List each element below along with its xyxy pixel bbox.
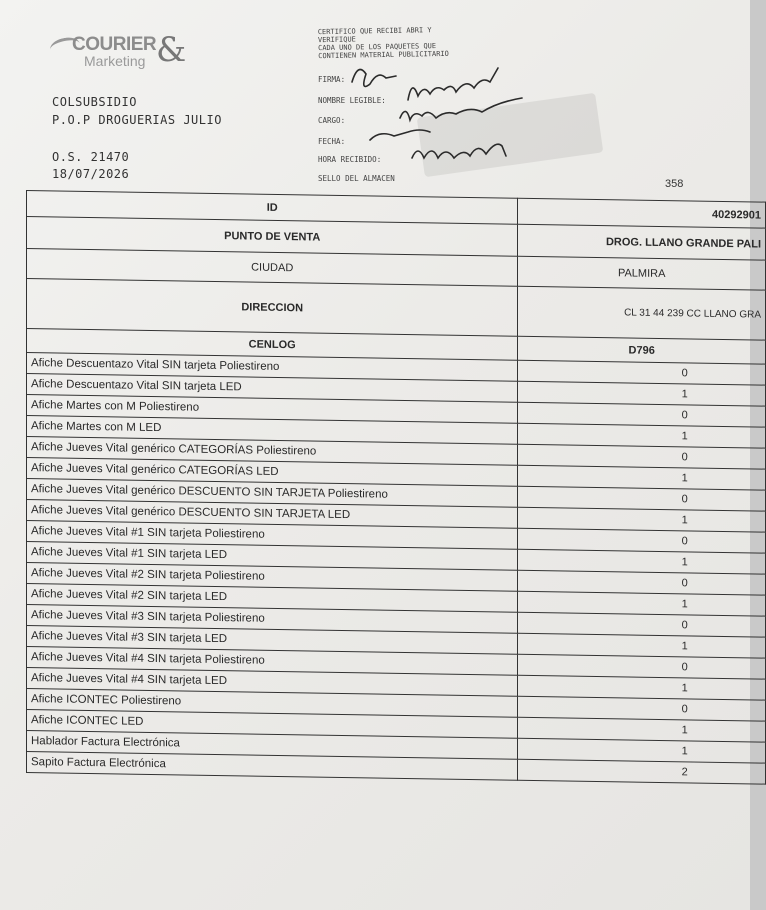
item-name: Afiche Descuentazo Vital SIN tarjeta Poliestireno <box>27 353 518 382</box>
item-name: Hablador Factura Electrónica <box>27 731 518 760</box>
item-quantity: 0 <box>518 402 766 427</box>
item-quantity: 1 <box>518 633 766 658</box>
item-quantity: 1 <box>518 465 766 490</box>
certificate-line: VERIFIQUE <box>317 35 356 45</box>
firma-label: FIRMA: <box>318 75 346 84</box>
client-program: P.O.P DROGUERIAS JULIO <box>52 113 222 127</box>
item-quantity: 0 <box>518 528 766 553</box>
items-body <box>27 353 766 785</box>
item-name: Afiche Jueves Vital #3 SIN tarjeta Poliestireno <box>27 605 518 634</box>
fecha-label: FECHA: <box>318 137 346 146</box>
item-name: Afiche Jueves Vital #2 SIN tarjeta LED <box>27 584 518 613</box>
client-name: COLSUBSIDIO <box>52 95 137 109</box>
certificate-line: CERTIFICO QUE RECIBI ABRI Y <box>317 26 432 37</box>
cargo-label: CARGO: <box>318 116 346 125</box>
item-name: Afiche Jueves Vital #3 SIN tarjeta LED <box>27 626 518 655</box>
logo-marketing-text: Marketing <box>84 53 146 69</box>
order-date: 18/07/2026 <box>52 167 130 181</box>
field-label: CIUDAD <box>27 249 518 287</box>
field-label: PUNTO DE VENTA <box>27 217 518 257</box>
item-name: Afiche Jueves Vital #2 SIN tarjeta Poliestireno <box>27 563 518 592</box>
item-name: Afiche Jueves Vital genérico DESCUENTO SIN TARJETA LED <box>27 500 518 529</box>
item-quantity: 1 <box>518 675 766 700</box>
item-quantity: 1 <box>518 549 766 574</box>
item-quantity: 0 <box>518 696 766 721</box>
field-value: PALMIRA <box>518 256 766 290</box>
sequence-number: 358 <box>665 178 684 190</box>
logo-courier-text: COURIER <box>72 34 157 55</box>
item-quantity: 1 <box>518 381 766 406</box>
sello-label: SELLO DEL ALMACEN <box>318 174 395 183</box>
field-value: DROG. LLANO GRANDE PALI <box>518 224 766 260</box>
field-label: CENLOG <box>27 329 518 361</box>
item-quantity: 1 <box>518 423 766 448</box>
company-logo <box>50 30 190 74</box>
item-quantity: 0 <box>518 612 766 637</box>
item-quantity: 1 <box>518 717 766 742</box>
item-quantity: 0 <box>518 444 766 469</box>
item-quantity: 0 <box>518 360 766 385</box>
item-name: Afiche ICONTEC Poliestireno <box>27 689 518 718</box>
store-stamp <box>417 93 604 177</box>
item-name: Afiche Jueves Vital #4 SIN tarjeta LED <box>27 668 518 697</box>
item-quantity: 0 <box>518 654 766 679</box>
logo-ampersand: & <box>156 30 187 70</box>
item-quantity: 0 <box>518 486 766 511</box>
certificate-text <box>318 26 449 60</box>
item-name: Sapito Factura Electrónica <box>27 752 518 781</box>
item-name: Afiche Jueves Vital #4 SIN tarjeta Poliestireno <box>27 647 518 676</box>
item-name: Afiche Jueves Vital #1 SIN tarjeta LED <box>27 542 518 571</box>
item-name: Afiche Descuentazo Vital SIN tarjeta LED <box>27 374 518 403</box>
nombre-label: NOMBRE LEGIBLE: <box>318 96 386 105</box>
certificate-line: CONTIENEN MATERIAL PUBLICITARIO <box>318 49 449 61</box>
hora-label: HORA RECIBIDO: <box>318 155 382 164</box>
field-value: D796 <box>518 336 766 364</box>
item-quantity: 0 <box>518 570 766 595</box>
item-quantity: 1 <box>518 507 766 532</box>
item-name: Afiche Jueves Vital #1 SIN tarjeta Poliestireno <box>27 521 518 550</box>
certificate-line: CADA UNO DE LOS PAQUETES QUE <box>318 42 437 53</box>
field-label: ID <box>27 191 518 225</box>
item-name: Afiche Jueves Vital genérico DESCUENTO SIN TARJETA Poliestireno <box>27 479 518 508</box>
item-name: Afiche Jueves Vital genérico CATEGORÍAS Poliestireno <box>27 437 518 466</box>
item-name: Afiche Martes con M Poliestireno <box>27 395 518 424</box>
item-name: Afiche Martes con M LED <box>27 416 518 445</box>
field-value: CL 31 44 239 CC LLANO GRA <box>518 286 766 340</box>
item-quantity: 2 <box>518 759 766 784</box>
item-name: Afiche ICONTEC LED <box>27 710 518 739</box>
delivery-table <box>26 190 766 785</box>
order-number: O.S. 21470 <box>52 150 130 164</box>
item-name: Afiche Jueves Vital genérico CATEGORÍAS LED <box>27 458 518 487</box>
item-quantity: 1 <box>518 738 766 763</box>
field-value: 40292901 <box>518 198 766 228</box>
item-quantity: 1 <box>518 591 766 616</box>
field-label: DIRECCION <box>27 279 518 337</box>
